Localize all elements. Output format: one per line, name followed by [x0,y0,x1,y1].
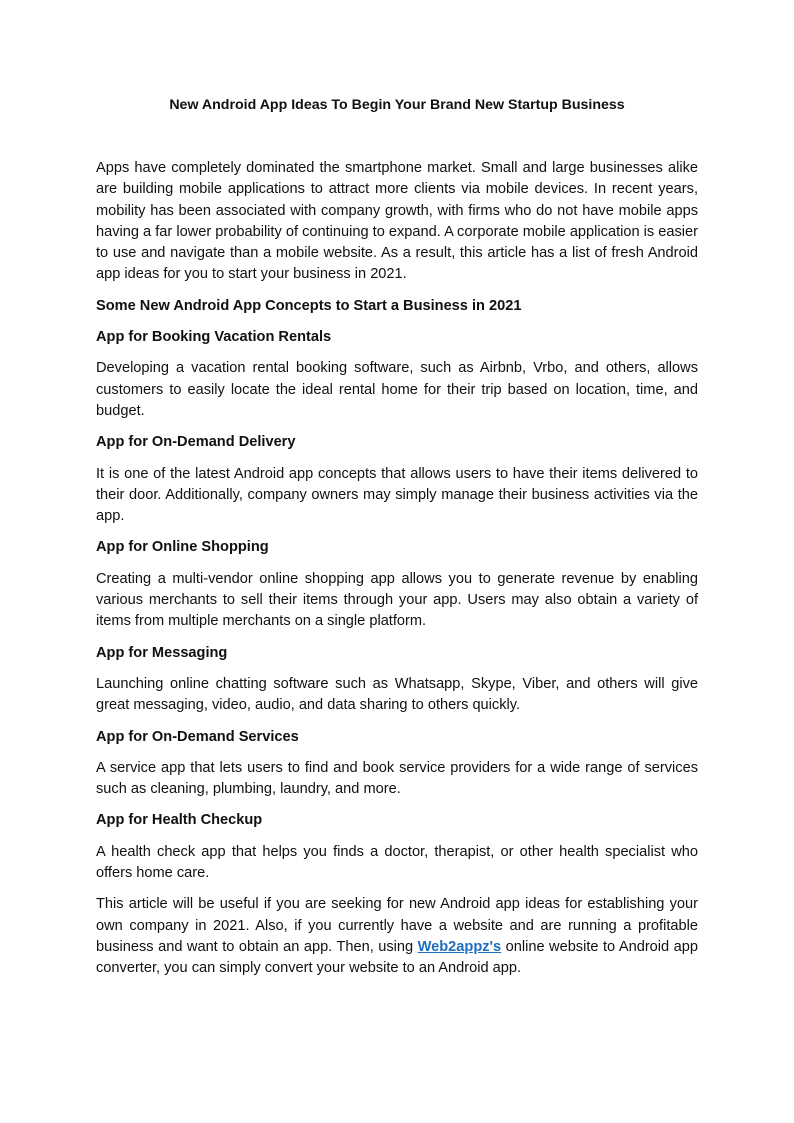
paragraph-health-checkup: A health check app that helps you finds a doctor, therapist, or other health specialist who offers home care. [96,843,698,882]
paragraph-online-shopping: Creating a multi-vendor online shopping app allows you to generate revenue by enabling various merchants to sell their items through your app. Users may also obtain a variety of items from multiple merchants on a single platform. [96,570,698,630]
paragraph-vacation-rentals: Developing a vacation rental booking software, such as Airbnb, Vrbo, and others, allows customers to easily locate the ideal rental home for their trip based on location, time, and budget. [96,360,698,419]
web2appz-link[interactable]: Web2appz's [417,938,502,955]
conclusion-text-after-link: online website to Android app converter, you can simply convert your website to an Android app. [96,938,698,977]
section-main-heading: Some New Android App Concepts to Start a Business in 2021 [96,297,522,314]
heading-online-shopping: App for Online Shopping [96,539,269,556]
paragraph-on-demand-delivery: It is one of the latest Android app concepts that allows users to have their items delivered to their door. Additionally, company owners may simply manage their business activities via the app. [96,465,698,525]
conclusion-text-before-link: This article will be useful if you are seeking for new Android app ideas for establishing your own company in 2021. Also, if you currently have a website and are running a profitable business and want to obtain an app. Then, using [96,896,698,955]
intro-paragraph: Apps have completely dominated the smartphone market. Small and large businesses alike are building mobile applications to attract more clients via mobile devices. In recent years, mobility has been associated with company growth, with firms who do not have mobile apps having a far lower probability of continuing to expand. A corporate mobile application is easier to use and navigate than a mobile website. As a result, this article has a list of fresh Android app ideas for you to start your business in 2021. [96,160,698,283]
paragraph-on-demand-services: A service app that lets users to find and book service providers for a wide range of services such as cleaning, plumbing, laundry, and more. [96,759,698,798]
heading-on-demand-services: App for On-Demand Services [96,728,299,745]
document-body [96,95,698,990]
conclusion-paragraph [96,894,698,979]
paragraph-messaging: Launching online chatting software such as Whatsapp, Skype, Viber, and others will give great messaging, video, audio, and data sharing to others quickly. [96,675,698,714]
heading-on-demand-delivery: App for On-Demand Delivery [96,434,296,451]
heading-messaging: App for Messaging [96,644,228,661]
heading-health-checkup: App for Health Checkup [96,812,263,829]
heading-vacation-rentals: App for Booking Vacation Rentals [96,329,332,346]
document-title: New Android App Ideas To Begin Your Brand New Startup Business [169,97,625,113]
